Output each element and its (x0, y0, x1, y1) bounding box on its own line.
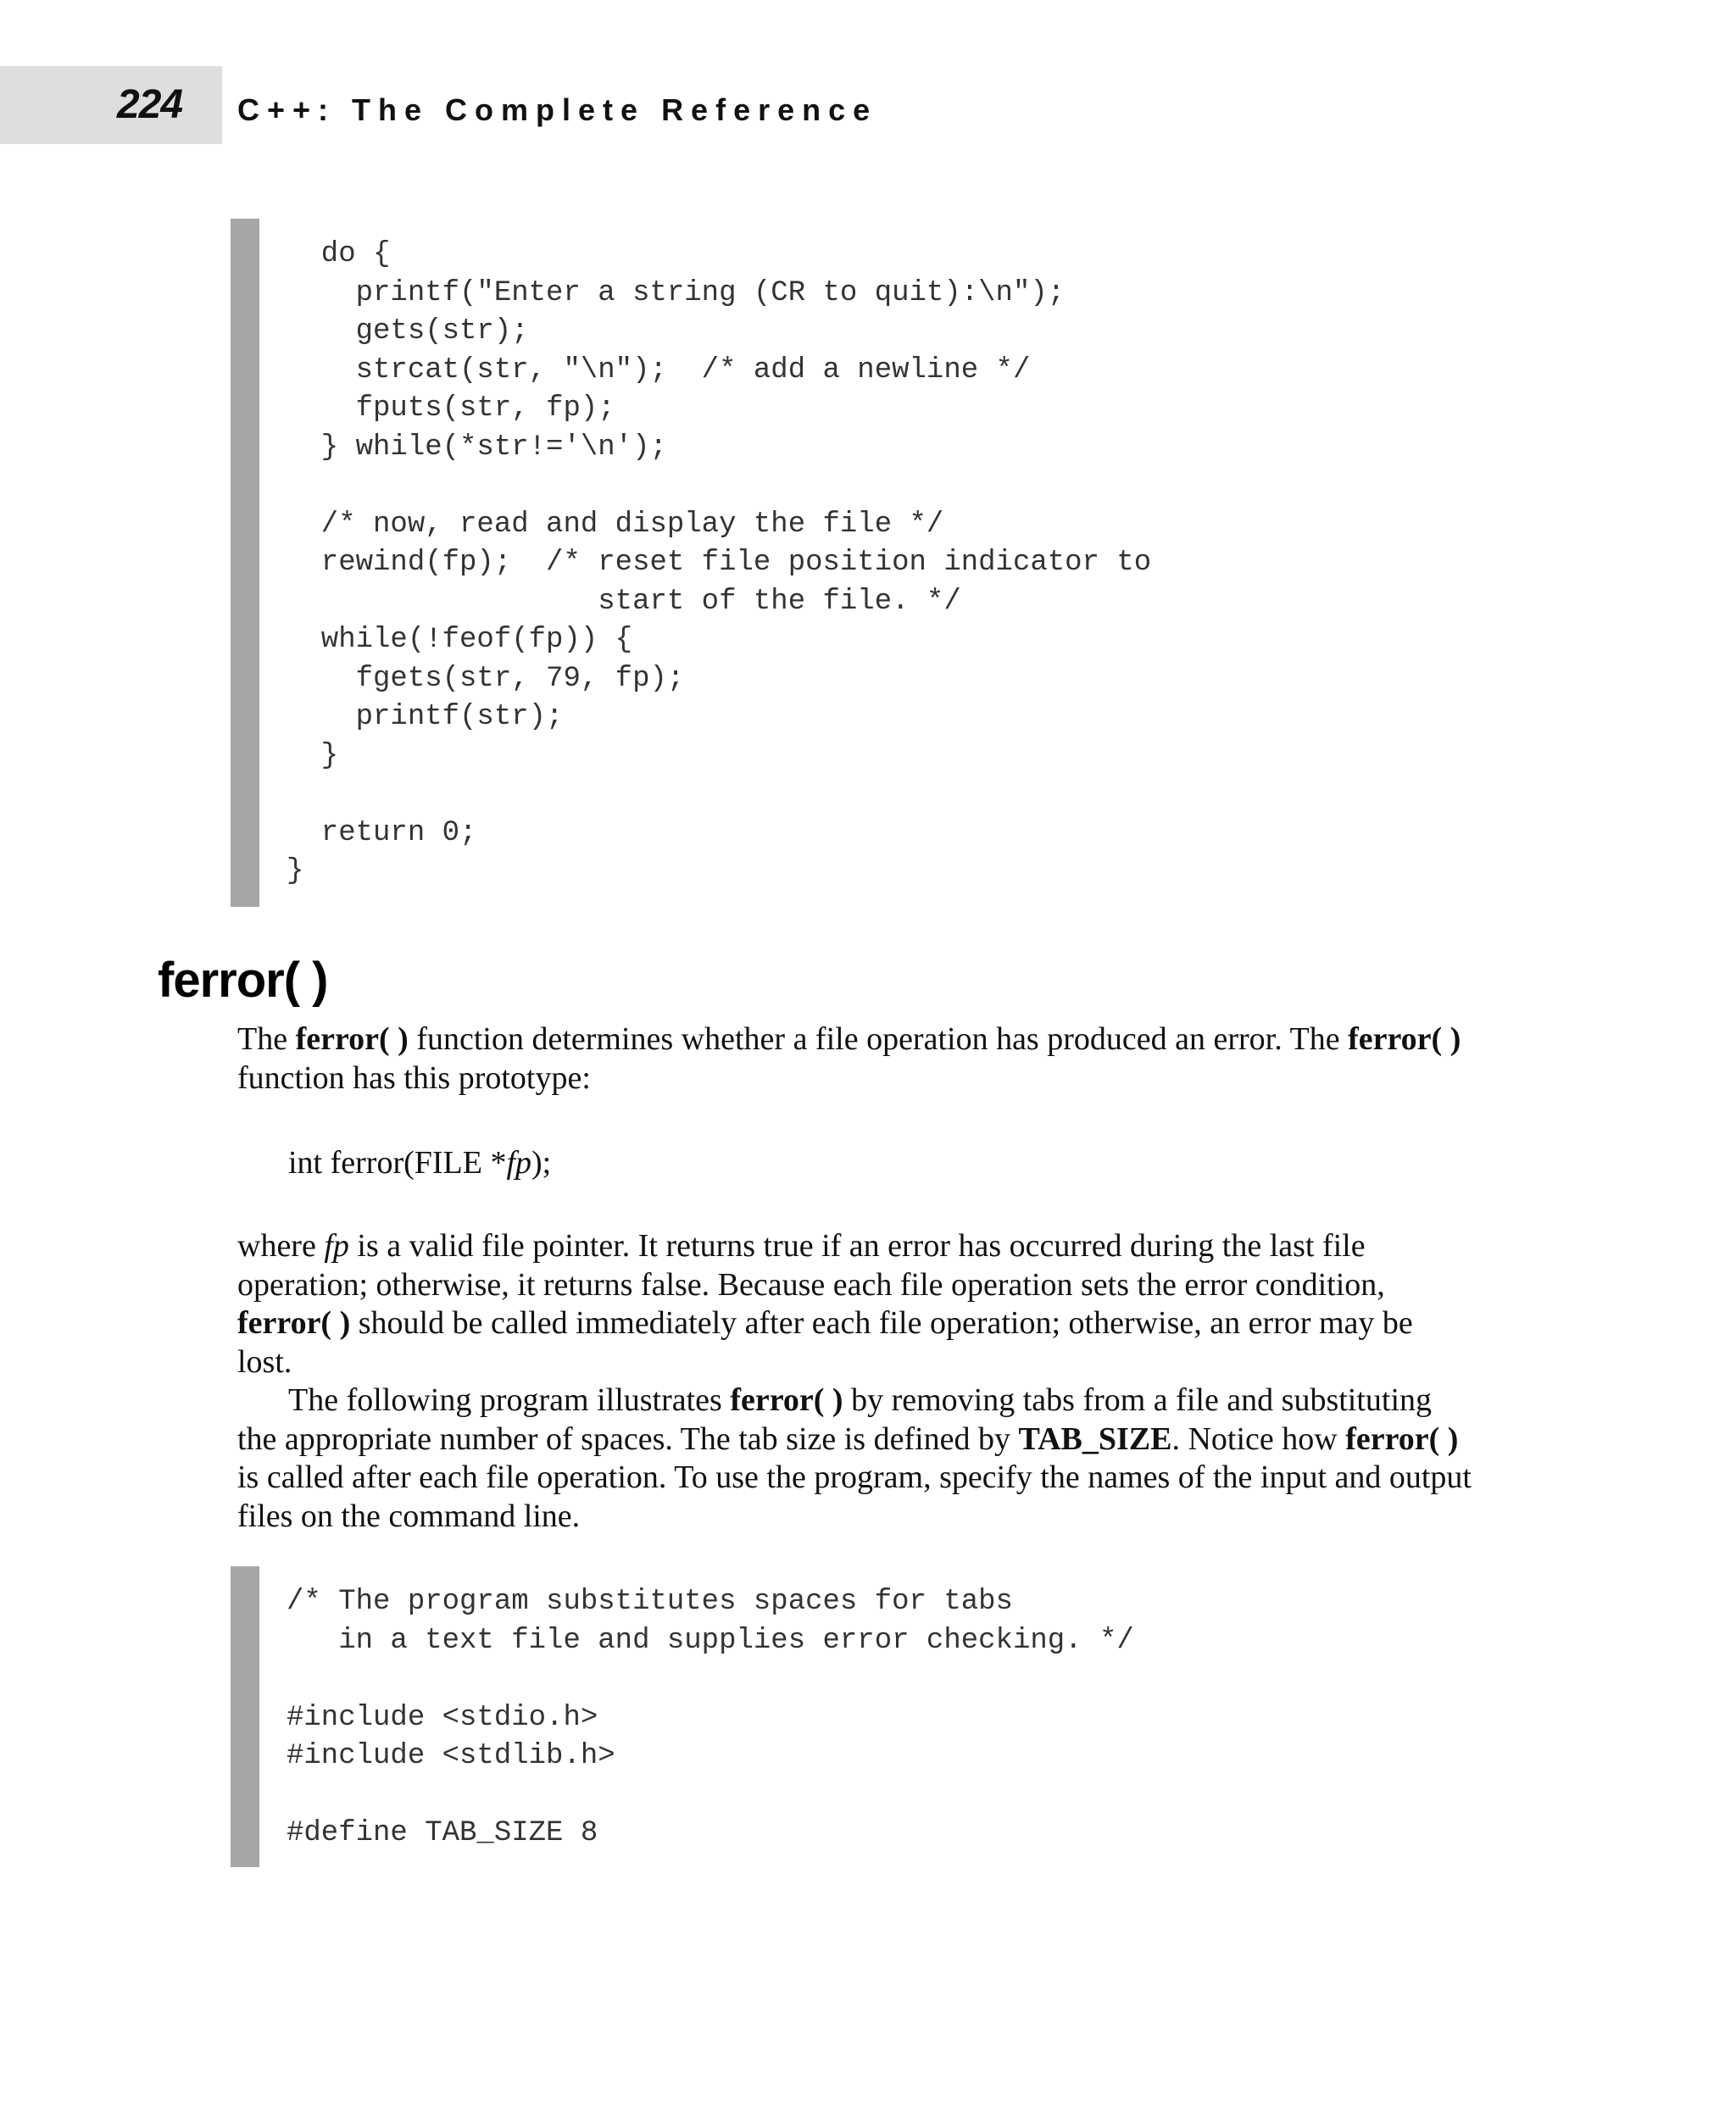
code-margin-bar (231, 219, 259, 907)
page-number-tab (0, 66, 222, 144)
paragraph-2: where fp is a valid file pointer. It returns true if an error has occurred during the last file operation; otherwise, it returns false. Because each file operation sets the error condition, ferror( ) should be called immediately after each file operation; otherwise, an error may be lost. (237, 1228, 1413, 1380)
macro-name: TAB_SIZE (1018, 1420, 1172, 1457)
function-name: ferror( ) (237, 1305, 351, 1341)
function-name: ferror( ) (1348, 1021, 1461, 1057)
paragraph-1: The ferror( ) function determines whether a file operation has produced an error. The ferror( ) function has this prototype: (237, 1021, 1461, 1096)
code-margin-bar (231, 1566, 259, 1867)
parameter-name: fp (506, 1145, 532, 1181)
function-prototype: int ferror(FILE *fp); (288, 1145, 552, 1181)
section-heading: ferror( ) (158, 953, 328, 1008)
paragraph-3: The following program illustrates ferror( ) by removing tabs from a file and substituting the appropriate number of spaces. The tab size is defined by TAB_SIZE. Notice how ferror( ) is called after each file operation. To use the program, specify the names of the input and output files on the command line. (237, 1382, 1472, 1534)
running-header-title: C++: The Complete Reference (237, 92, 878, 127)
parameter-name: fp (324, 1228, 349, 1264)
function-name: ferror( ) (295, 1021, 409, 1057)
function-name: ferror( ) (1345, 1420, 1459, 1457)
code-text: do { printf("Enter a string (CR to quit):\n"); gets(str); strcat(str, "\n"); /* add a newline */ fputs(str, fp); } while(*str!='\n'); /* now, read and display the file */ rewind(fp); /* reset file position indicator to start of the file. */ while(!feof(fp)) { fgets(str, 79, fp); printf(str); } return 0; } (287, 238, 1152, 887)
page-number: 224 (117, 82, 183, 127)
code-text: /* The program substitutes spaces for tabs in a text file and supplies error checking. */ #include <stdio.h> #include <stdlib.h> #define TAB_SIZE 8 (287, 1586, 1134, 1849)
function-name: ferror( ) (730, 1382, 843, 1418)
